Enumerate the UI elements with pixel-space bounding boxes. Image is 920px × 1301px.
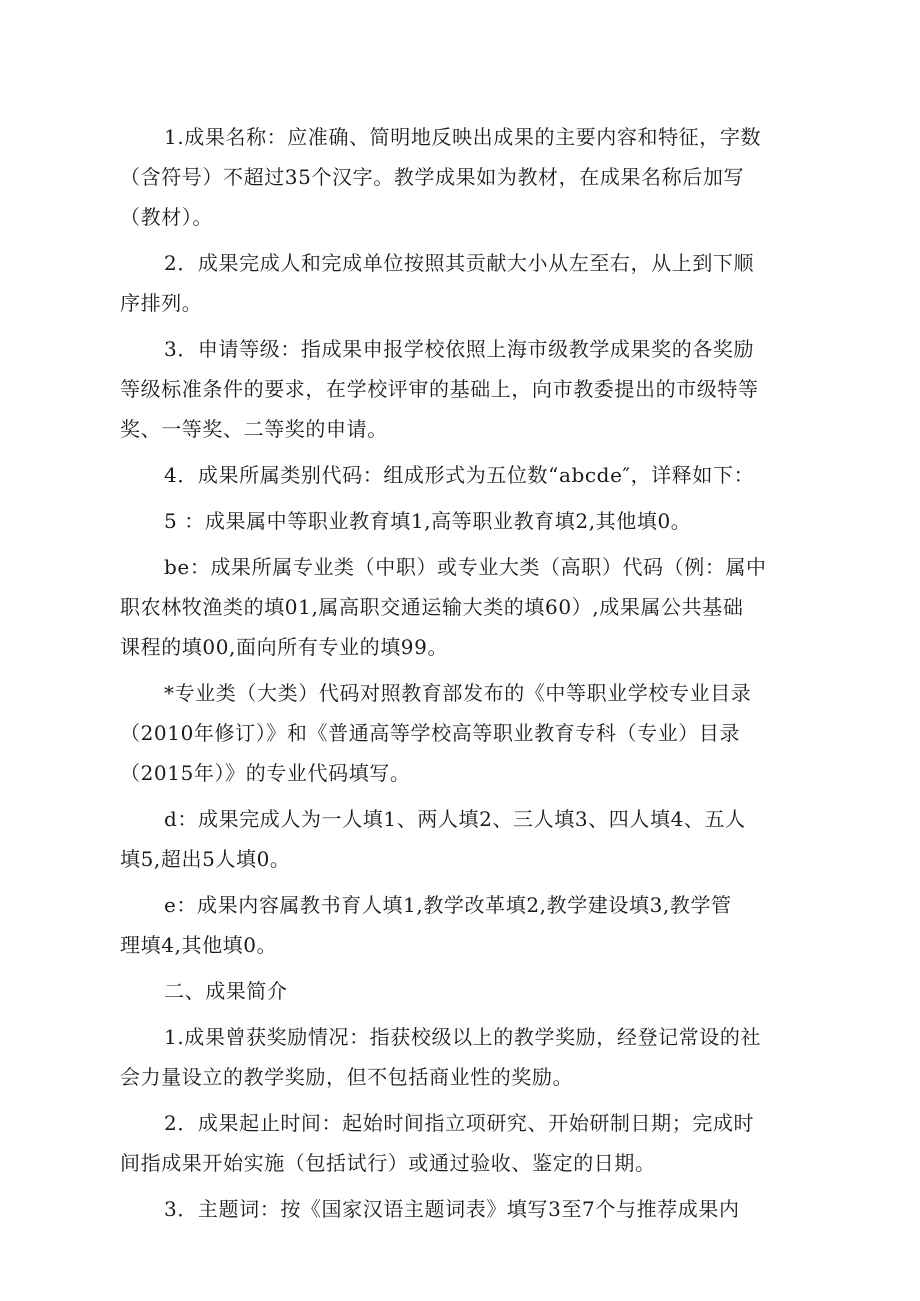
text-line: 等级标准条件的要求，在学校评审的基础上，向市教委提出的市级特等 xyxy=(120,377,759,401)
section-heading: 二、成果简介 xyxy=(164,979,288,1003)
text-line: 3．主题词：按《国家汉语主题词表》填写3至7个与推荐成果内 xyxy=(164,1197,740,1221)
text-line: （2015年）》的专业代码填写。 xyxy=(120,761,411,785)
paragraph-achievement-name xyxy=(120,117,800,237)
text-line: 2．成果完成人和完成单位按照其贡献大小从左至右，从上到下顺 xyxy=(164,251,755,275)
text-line: 间指成果开始实施（包括试行）或通过验收、鉴定的日期。 xyxy=(120,1151,656,1175)
text-line: 5 ：成果属中等职业教育填1,高等职业教育填2,其他填0。 xyxy=(164,509,692,533)
text-line: 2．成果起止时间：起始时间指立项研究、开始研制日期；完成时 xyxy=(164,1111,755,1135)
text-line: 课程的填00,面向所有专业的填99。 xyxy=(120,635,449,659)
text-line: （教材）。 xyxy=(120,205,213,229)
paragraph-code-e xyxy=(120,885,800,965)
text-line: *专业类（大类）代码对照教育部发布的《中等职业学校专业目录 xyxy=(164,681,752,705)
section-heading-summary xyxy=(120,971,800,1011)
paragraph-awards xyxy=(120,1017,800,1097)
paragraph-code-bc xyxy=(120,547,800,667)
paragraph-timeframe xyxy=(120,1103,800,1183)
text-line: 1.成果名称：应准确、简明地反映出成果的主要内容和特征，字数 xyxy=(164,125,762,149)
text-line: （2010年修订）》和《普通高等学校高等职业教育专科（专业）目录 xyxy=(120,721,741,745)
text-line: be：成果所属专业类（中职）或专业大类（高职）代码（例：属中 xyxy=(164,555,767,579)
text-line: d：成果完成人为一人填1、两人填2、三人填3、四人填4、五人 xyxy=(164,807,746,831)
text-line: 理填4,其他填0。 xyxy=(120,933,278,957)
paragraph-application-level xyxy=(120,329,800,449)
paragraph-category-code xyxy=(120,455,800,495)
text-line: 职农林牧渔类的填01,属高职交通运输大类的填60）,成果属公共基础 xyxy=(120,595,744,619)
text-line: 3．申请等级：指成果申报学校依照上海市级教学成果奖的各奖励 xyxy=(164,337,755,361)
text-line: 1.成果曾获奖励情况：指获校级以上的教学奖励，经登记常设的社 xyxy=(164,1025,762,1049)
paragraph-contributors-order xyxy=(120,243,800,323)
text-line: 序排列。 xyxy=(120,291,203,315)
paragraph-code-a xyxy=(120,501,800,541)
text-line: 4．成果所属类别代码：组成形式为五位数“abcde″，详释如下： xyxy=(164,463,755,487)
text-line: 会力量设立的教学奖励，但不包括商业性的奖励。 xyxy=(120,1065,574,1089)
paragraph-keywords xyxy=(120,1189,800,1229)
text-line: e：成果内容属教书育人填1,教学改革填2,教学建设填3,教学管 xyxy=(164,893,732,917)
text-line: 填5,超出5人填0。 xyxy=(120,847,291,871)
text-line: （含符号）不超过35个汉字。教学成果如为教材，在成果名称后加写 xyxy=(120,165,745,189)
document-body xyxy=(120,117,800,1235)
text-line: 奖、一等奖、二等奖的申请。 xyxy=(120,417,388,441)
paragraph-code-d xyxy=(120,799,800,879)
paragraph-major-code-note xyxy=(120,673,800,793)
